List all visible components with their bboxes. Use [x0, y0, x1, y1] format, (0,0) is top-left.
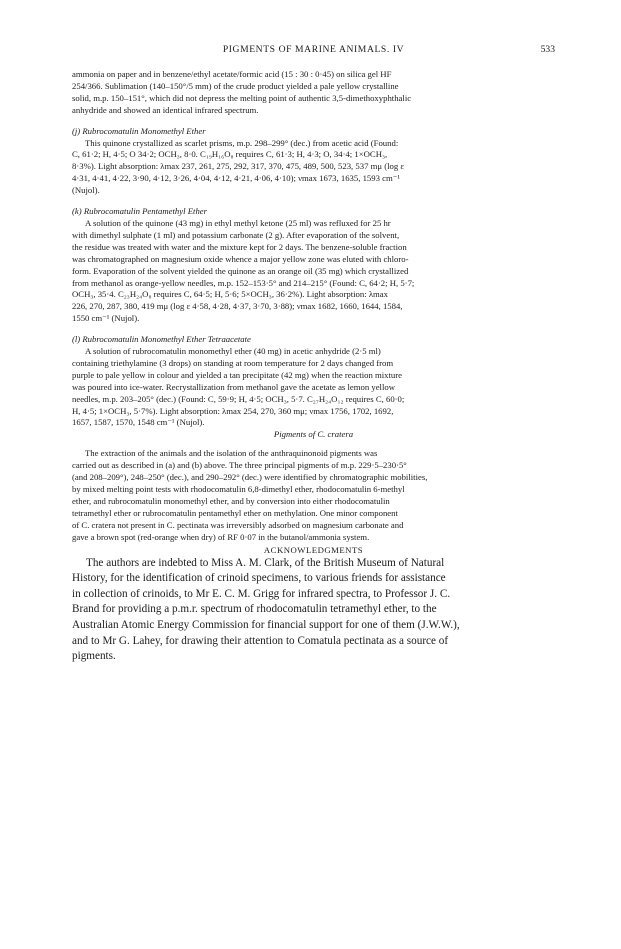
- text-line: A solution of rubrocomatulin monomethyl ether (40 mg) in acetic anhydride (2·5 ml): [85, 346, 381, 357]
- text-line: carried out as described in (a) and (b) above. The three principal pigments of m.p. 229·5–230·5°: [72, 460, 407, 471]
- text-line: in collection of crinoids, to Mr E. C. M. Grigg for infrared spectra, to Professor J. C.: [72, 587, 451, 600]
- text-line: (and 208–209°), 248–250° (dec.), and 290–292° (dec.) were identified by chromatographic mobilities,: [72, 472, 428, 483]
- text-line: The extraction of the animals and the isolation of the anthraquinonoid pigments was: [85, 448, 378, 459]
- text-line: 8·3%). Light absorption: λmax 237, 261, 275, 292, 317, 370, 475, 489, 500, 523, 537 mμ (log ε: [72, 161, 405, 172]
- acknowledgments-heading: ACKNOWLEDGMENTS: [263, 544, 364, 555]
- section-heading-cratera: Pigments of C. cratera: [273, 429, 354, 440]
- text-line: gave a brown spot (red-orange when dry) of RF 0·07 in the butanol/ammonia system.: [72, 531, 370, 542]
- text-line: the residue was treated with water and the mixture kept for 2 days. The benzene-soluble fraction: [72, 241, 407, 252]
- page-number: 533: [540, 44, 555, 55]
- text-line: was poured into ice-water. Recrystallization from methanol gave the acetate as lemon yellow: [72, 381, 396, 392]
- text-line: (Nujol).: [72, 185, 100, 196]
- text-line: 1657, 1587, 1570, 1548 cm⁻¹ (Nujol).: [72, 417, 205, 428]
- text-line: solid, m.p. 150–151°, which did not depress the melting point of authentic 3,5-dimethoxyphthalic: [72, 92, 412, 103]
- section-heading-k: (k) Rubrocomatulin Pentamethyl Ether: [72, 206, 208, 217]
- text-line: form. Evaporation of the solvent yielded the quinone as an orange oil (35 mg) which crystallized: [72, 265, 409, 276]
- text-line: 1550 cm⁻¹ (Nujol).: [72, 313, 140, 324]
- text-line: ammonia on paper and in benzene/ethyl acetate/formic acid (15 : 30 : 0·45) on silica gel HF: [72, 69, 392, 79]
- text-line: C, 61·2; H, 4·5; O 34·2; OCH₃, 8·0. C₁₉H₁₆O₈ requires C, 61·3; H, 4·3; O, 34·4; 1×OCH₃,: [72, 149, 388, 160]
- text-line: was chromatographed on magnesium oxide whence a major yellow zone was eluted with chloro-: [72, 253, 409, 264]
- intro-paragraph: [72, 69, 555, 117]
- text-line: by mixed melting point tests with rhodocomatulin 6,8-dimethyl ether, rhodocomatulin 6-methyl: [72, 484, 405, 494]
- acknowledgments-paragraph: [72, 556, 555, 665]
- text-line: needles, m.p. 203–205° (dec.) (Found: C, 59·9; H, 4·5; OCH₃, 5·7. C₂₇H₂₄O₁₂ requires C, 60·0;: [72, 393, 405, 404]
- section-cratera-paragraph: [72, 448, 555, 543]
- text-line: from methanol as orange-yellow needles, m.p. 152–153·5° and 214–215° (Found: C, 64·2; H, 5·7;: [72, 277, 415, 288]
- running-header: [72, 44, 555, 58]
- section-heading-j: (j) Rubrocomatulin Monomethyl Ether: [72, 125, 206, 136]
- section-l-paragraph: [72, 346, 555, 429]
- text-line: H, 4·5; 1×OCH₃, 5·7%). Light absorption: λmax 254, 270, 360 mμ; νmax 1756, 1702, 1692,: [72, 405, 394, 416]
- text-line: containing triethylamine (3 drops) on standing at room temperature for 2 days changed from: [72, 357, 394, 368]
- text-line: ether, and rubrocomatulin monomethyl ether, and by conversion into either rhodocomatulin: [72, 495, 390, 506]
- section-j-paragraph: [72, 138, 555, 198]
- text-line: Australian Atomic Energy Commission for financial support for one of them (J.W.W.),: [72, 618, 460, 631]
- text-line: This quinone crystallized as scarlet prisms, m.p. 298–299° (dec.) from acetic acid (Found:: [85, 137, 399, 148]
- text-line: A solution of the quinone (43 mg) in ethyl methyl ketone (25 ml) was refluxed for 25 hr: [85, 217, 391, 228]
- text-line: History, for the identification of crinoid specimens, to various friends for assistance: [72, 572, 446, 585]
- section-k-paragraph: [72, 218, 555, 325]
- section-heading-l: (l) Rubrocomatulin Monomethyl Ether Tetraacetate: [72, 334, 251, 345]
- text-line: Brand for providing a p.m.r. spectrum of rhodocomatulin tetramethyl ether, to the: [72, 603, 437, 616]
- text-line: tetramethyl ether or rubrocomatulin pentamethyl ether on methylation. One minor component: [72, 507, 398, 518]
- text-line: of C. cratera not present in C. pectinata was irreversibly adsorbed on magnesium carbonate and: [72, 519, 404, 530]
- text-line: pigments.: [72, 650, 116, 663]
- article-body: [72, 69, 555, 665]
- text-line: purple to pale yellow in colour and yielded a tan precipitate (42 mg) when the reaction mixture: [72, 369, 403, 380]
- text-line: with dimethyl sulphate (1 ml) and potassium carbonate (2 g). After evaporation of the solvent,: [72, 229, 400, 240]
- running-title: PIGMENTS OF MARINE ANIMALS. IV: [222, 44, 405, 55]
- text-line: 4·31, 4·41, 4·22, 3·90, 4·12, 3·26, 4·04, 4·12, 4·21, 4·06, 4·10); νmax 1673, 1635, 1593 cm⁻¹: [72, 173, 400, 184]
- text-line: The authors are indebted to Miss A. M. Clark, of the British Museum of Natural: [86, 556, 445, 569]
- text-line: 254/366. Sublimation (140–150°/5 mm) of the crude product yielded a pale yellow crystalline: [72, 80, 399, 91]
- text-line: anhydride and showed an identical infrared spectrum.: [72, 104, 259, 115]
- text-line: and to Mr G. Lahey, for drawing their attention to Comatula pectinata as a source of: [72, 634, 449, 647]
- text-line: 226, 270, 287, 380, 419 mμ (log ε 4·58, 4·28, 4·37, 3·70, 3·88); νmax 1682, 1660, 1644, 1584,: [72, 301, 403, 312]
- text-line: OCH₃, 35·4. C₂₃H₂₄O₈ requires C, 64·5; H, 5·6; 5×OCH₃, 36·2%). Light absorption: λmax: [72, 289, 389, 300]
